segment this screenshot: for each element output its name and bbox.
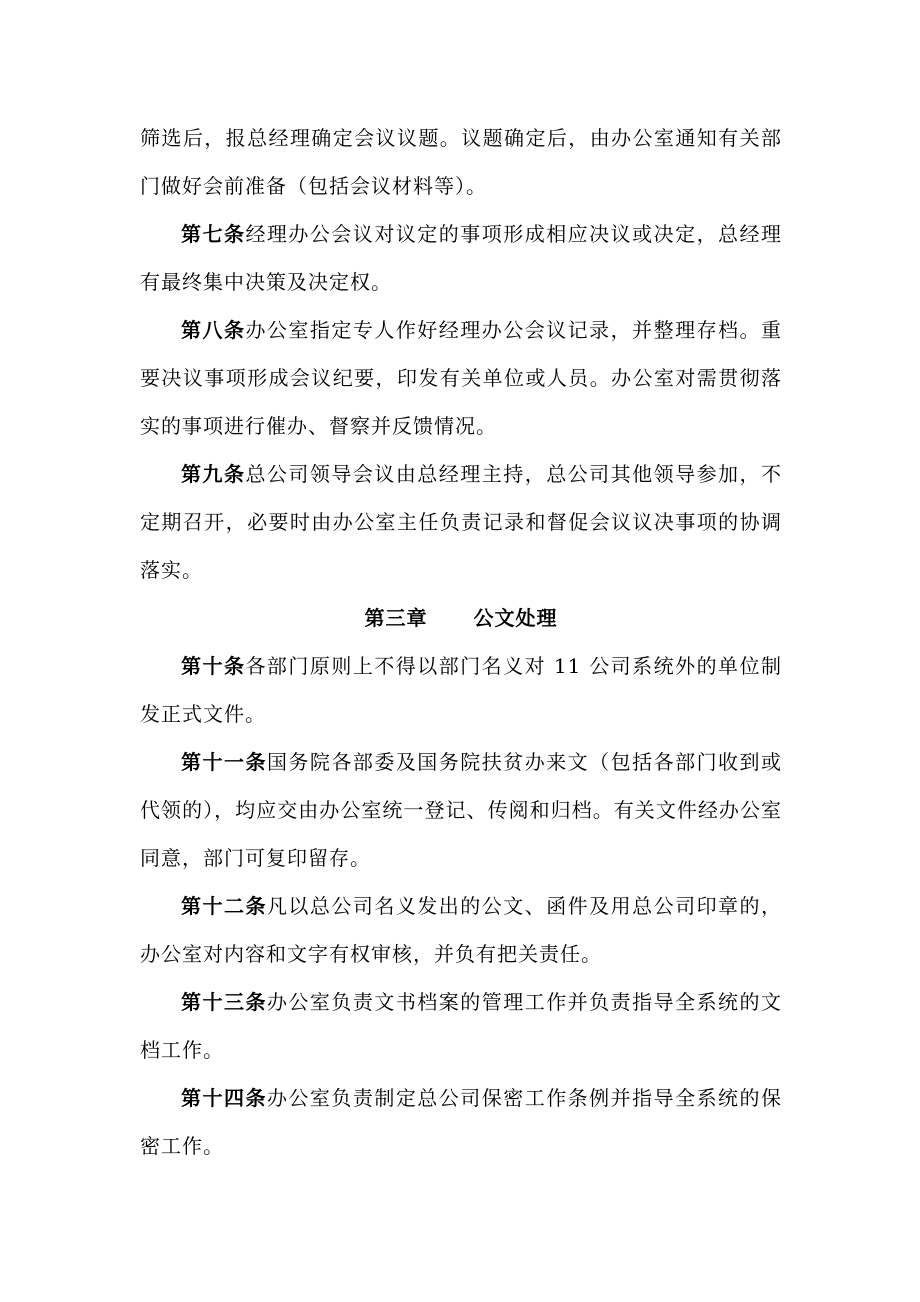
article-10 bbox=[140, 642, 782, 738]
article-label: 第十四条 bbox=[181, 1086, 267, 1110]
article-label: 第九条 bbox=[181, 462, 246, 486]
article-13 bbox=[140, 978, 782, 1074]
article-label: 第十一条 bbox=[181, 750, 267, 774]
article-text: 国务院各部委及国务院扶贫办来文（包括各部门收到或代领的），均应交由办公室统一登记、传阅和归档。有关文件经办公室同意，部门可复印留存。 bbox=[140, 750, 783, 870]
paragraph-text: 筛选后，报总经理确定会议议题。议题确定后，由办公室通知有关部门做好会前准备（包括会议材料等）。 bbox=[140, 126, 782, 198]
chapter-heading bbox=[140, 594, 782, 642]
document-body bbox=[140, 114, 782, 1170]
article-label: 第十二条 bbox=[181, 894, 267, 918]
chapter-number: 第三章 bbox=[364, 606, 428, 630]
article-text: 经理办公会议对议定的事项形成相应决议或决定，总经理有最终集中决策及决定权。 bbox=[140, 222, 783, 294]
article-text: 办公室指定专人作好经理办公会议记录，并整理存档。重要决议事项形成会议纪要，印发有关单位或人员。办公室对需贯彻落实的事项进行催办、督察并反馈情况。 bbox=[140, 318, 783, 438]
article-text: 凡以总公司名义发出的公文、函件及用总公司印章的，办公室对内容和文字有权审核，并负有把关责任。 bbox=[140, 894, 783, 966]
article-9 bbox=[140, 450, 782, 594]
article-8 bbox=[140, 306, 782, 450]
article-text: 办公室负责制定总公司保密工作条例并指导全系统的保密工作。 bbox=[140, 1086, 783, 1158]
article-label: 第七条 bbox=[181, 222, 246, 246]
article-label: 第十三条 bbox=[181, 990, 267, 1014]
article-text: 办公室负责文书档案的管理工作并负责指导全系统的文档工作。 bbox=[140, 990, 783, 1062]
article-text: 总公司领导会议由总经理主持，总公司其他领导参加，不定期召开，必要时由办公室主任负责记录和督促会议议决事项的协调落实。 bbox=[140, 462, 783, 582]
article-11 bbox=[140, 738, 782, 882]
article-12 bbox=[140, 882, 782, 978]
article-label: 第八条 bbox=[181, 318, 246, 342]
article-label: 第十条 bbox=[181, 654, 246, 678]
article-7 bbox=[140, 210, 782, 306]
article-text: 各部门原则上不得以部门名义对 11 公司系统外的单位制发正式文件。 bbox=[140, 654, 783, 726]
paragraph-continuation bbox=[140, 114, 782, 210]
chapter-title: 公文处理 bbox=[473, 606, 558, 630]
article-14 bbox=[140, 1074, 782, 1170]
